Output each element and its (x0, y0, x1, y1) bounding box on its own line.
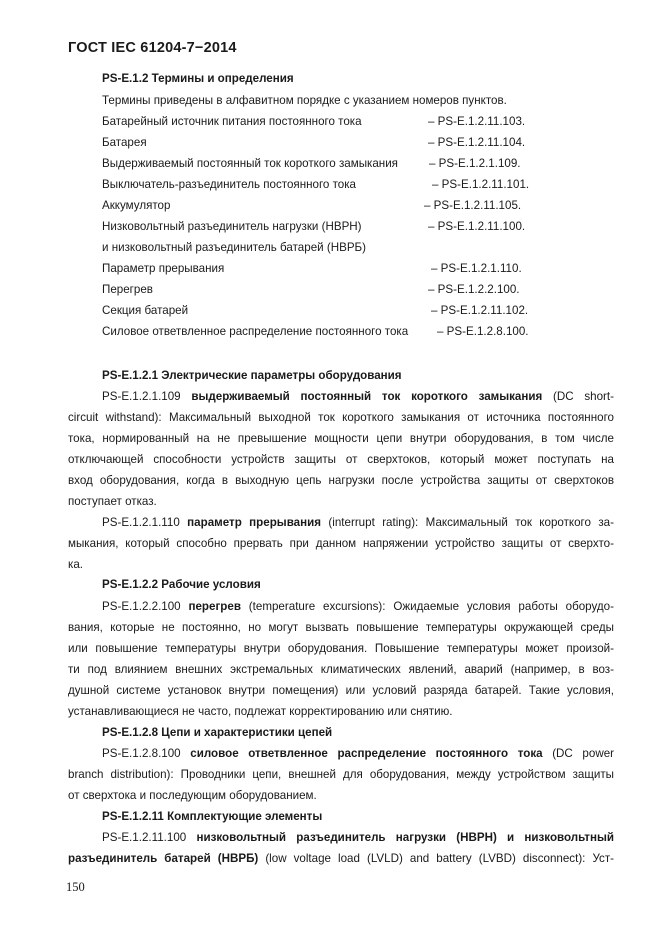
term-label: Силовое ответвленное распределение постоянного тока (102, 325, 409, 338)
defined-term: параметр прерывания (187, 516, 322, 529)
page-number: 150 (66, 880, 85, 894)
term-ref: – PS-E.1.2.11.104. (428, 136, 526, 149)
term-label: Аккумулятор (102, 199, 171, 212)
definition-line: мыкания, который способно прервать при данном напряжении устройство защиты от сверхто- (68, 537, 614, 550)
section-heading-electrical: PS-E.1.2.1 Электрические параметры оборудования (102, 369, 402, 382)
defined-term: силовое ответвленное распределение постоянного тока (190, 747, 543, 760)
term-ref: – PS-E.1.2.11.105. (424, 199, 522, 212)
definition-line: или повышение температуры внутри оборудования. Повышение температуры может произой- (68, 642, 614, 655)
section-heading-operating-conditions: PS-E.1.2.2 Рабочие условия (102, 578, 261, 591)
definition-line: отключающей способности устройств защиты от сверхтоков, который может поступать на (68, 453, 614, 466)
term-ref: – PS-E.1.2.11.102. (431, 304, 529, 317)
term-label: Выключатель-разъединитель постоянного тока (102, 178, 356, 191)
term-ref: – PS-E.1.2.11.103. (428, 115, 526, 128)
section-heading-components: PS-E.1.2.11 Комплектующие элементы (102, 810, 323, 823)
defined-term: низковольтный разъединитель нагрузки (НВРН) и низковольтный (196, 831, 614, 844)
term-ref: – PS-E.1.2.11.101. (432, 178, 530, 191)
definition-first-line: PS-E.1.2.1.110 параметр прерывания (interrupt rating): Максимальный ток короткого за- (102, 516, 614, 529)
term-label: Низковольтный разъединитель нагрузки (НВРН) (102, 220, 362, 233)
term-label: Перегрев (102, 283, 153, 296)
definition-first-line: PS-E.1.2.2.100 перегрев (temperature excursions): Ожидаемые условия работы оборудо- (102, 600, 614, 613)
term-label: Секция батарей (102, 304, 189, 317)
defined-term: перегрев (188, 600, 241, 613)
defined-term: выдерживаемый постоянный ток короткого замыкания (191, 390, 543, 403)
definition-line: branch distribution): Проводники цепи, внешней для оборудования, между устройством защиты (68, 768, 614, 781)
term-ref: – PS-E.1.2.2.100. (428, 283, 520, 296)
definition-line: разъединитель батарей (НВРБ) (low voltage load (LVLD) and battery (LVBD) disconnect): Уст- (68, 852, 614, 865)
definition-line: вход оборудования, когда в выходную цепь нагрузки после устройства защиты от сверхтоков (68, 474, 614, 487)
definition-last-line: ка. (68, 558, 83, 571)
definition-line: ти под влиянием внешних экстремальных климатических явлений, аварий (например, в воз- (68, 663, 614, 676)
term-ref: – PS-E.1.2.8.100. (437, 325, 529, 338)
definition-last-line: от сверхтока и последующим оборудованием. (68, 789, 317, 802)
term-ref: – PS-E.1.2.1.110. (431, 262, 522, 275)
definition-line: душной системе установок внутри помещения) или условий разряда батарей. Такие условия, (68, 684, 614, 697)
definition-line: circuit withstand): Максимальный выходной ток короткого замыкания от источника постоянного (68, 411, 614, 424)
document-header-title: ГОСТ IEC 61204-7−2014 (68, 40, 237, 56)
definition-first-line: PS-E.1.2.11.100 низковольтный разъединитель нагрузки (НВРН) и низковольтный (102, 831, 614, 844)
section-heading-circuits: PS-E.1.2.8 Цепи и характеристики цепей (102, 726, 333, 739)
term-label: Выдерживаемый постоянный ток короткого замыкания (102, 157, 398, 170)
term-ref: – PS-E.1.2.1.109. (429, 157, 521, 170)
terms-intro: Термины приведены в алфавитном порядке с указанием номеров пунктов. (102, 94, 507, 107)
term-label: Батарея (102, 136, 147, 149)
definition-last-line: поступает отказ. (68, 495, 157, 508)
term-label: Батарейный источник питания постоянного тока (102, 115, 362, 128)
definition-first-line: PS-E.1.2.1.109 выдерживаемый постоянный ток короткого замыкания (DC short- (102, 390, 614, 403)
section-heading-terms: PS-E.1.2 Термины и определения (102, 72, 294, 85)
term-label: и низковольтный разъединитель батарей (НВРБ) (102, 241, 367, 254)
definition-line: вания, которые не постоянно, но могут вызвать повышение температуры окружающей среды (68, 621, 614, 634)
term-ref: – PS-E.1.2.11.100. (428, 220, 526, 233)
definition-line: тока, нормированный на не превышение мощности цепи внутри оборудования, в том числе (68, 432, 614, 445)
defined-term: разъединитель батарей (НВРБ) (68, 852, 259, 865)
term-label: Параметр прерывания (102, 262, 225, 275)
definition-first-line: PS-E.1.2.8.100 силовое ответвленное распределение постоянного тока (DC power (102, 747, 615, 760)
definition-last-line: устанавливающиеся не часто, подлежат корректированию или снятию. (68, 705, 453, 718)
